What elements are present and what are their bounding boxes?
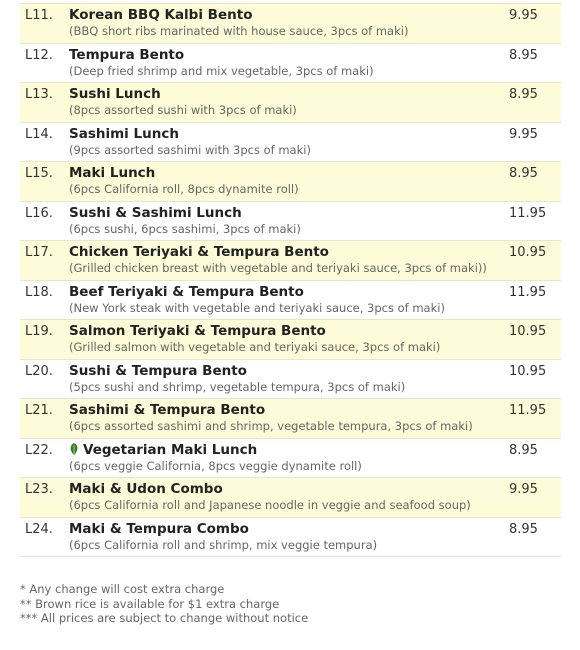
item-price: 10.95 [509,324,547,339]
menu-item [20,44,561,84]
item-name-text: Maki & Udon Combo [69,481,223,497]
item-name [69,481,223,497]
menu-item [20,518,561,558]
item-code: L18. [25,284,53,300]
item-price: 9.95 [509,482,538,497]
item-name-text: Sashimi & Tempura Bento [69,402,266,418]
menu-item [20,399,561,439]
item-price: 9.95 [509,126,538,142]
item-price: 11.95 [509,205,547,221]
item-description: (6pcs California roll and Japanese noodle in veggie and seafood soup) [69,498,471,512]
item-code: L14. [25,126,53,142]
item-name [69,284,304,300]
item-name [69,126,179,142]
item-description: (Grilled chicken breast with vegetable and teriyaki sauce, 3pcs of maki)) [69,261,487,275]
item-price: 9.95 [509,8,538,23]
item-name-text: Sushi & Tempura Bento [69,362,247,379]
menu-list [20,3,561,557]
item-name [69,7,252,23]
item-code: L22. [25,442,53,458]
item-code: L13. [25,87,53,102]
item-name [69,244,329,260]
item-code: L21. [25,403,53,418]
item-code: L17. [25,245,53,260]
item-code: L15. [25,166,53,181]
menu-item [20,320,561,360]
item-description: (6pcs California roll and shrimp, mix veggie tempura) [69,537,378,552]
item-price: 10.95 [509,363,547,379]
item-code: L11. [25,8,53,23]
item-name [69,402,265,418]
item-code: L24. [25,521,53,537]
footnote: ** Brown rice is available for $1 extra charge [20,596,280,611]
item-name-text: Sashimi Lunch [69,125,179,142]
footnote: *** All prices are subject to change without notice [20,611,309,625]
item-price: 11.95 [509,403,547,418]
item-price: 8.95 [509,47,538,63]
footnote: * Any change will cost extra charge [20,582,225,596]
item-code: L23. [25,482,53,497]
item-description: (Deep fried shrimp and mix vegetable, 3pcs of maki) [69,63,374,78]
item-name-text: Salmon Teriyaki & Tempura Bento [69,323,326,339]
item-description: (6pcs veggie California, 8pcs veggie dynamite roll) [69,458,362,473]
item-code: L20. [25,363,53,379]
item-name-text: Tempura Bento [69,46,185,63]
item-price: 8.95 [509,166,538,181]
item-description: (8pcs assorted sushi with 3pcs of maki) [69,103,297,117]
item-description: (6pcs sushi, 6pcs sashimi, 3pcs of maki) [69,221,301,236]
item-name [69,323,326,339]
item-name [69,165,155,181]
menu-item [20,439,561,479]
item-code: L19. [25,324,53,339]
menu-item [20,360,561,400]
item-code: L12. [25,47,53,63]
item-name [69,86,161,102]
item-name-text: Vegetarian Maki Lunch [83,441,258,458]
item-name [69,363,247,379]
menu-item [20,281,561,321]
item-name [69,521,249,537]
menu-item [20,162,561,202]
item-description: (9pcs assorted sashimi with 3pcs of maki) [69,142,311,157]
item-description: (5pcs sushi and shrimp, vegetable tempura, 3pcs of maki) [69,379,406,394]
item-name-text: Maki & Tempura Combo [69,520,249,537]
item-price: 10.95 [509,245,547,260]
item-name-text: Sushi Lunch [69,86,161,102]
menu-item [20,4,561,44]
item-price: 8.95 [509,521,538,537]
menu-item [20,202,561,242]
footnotes [20,582,308,626]
menu-item [20,123,561,163]
item-name-text: Maki Lunch [69,165,156,181]
item-name [69,205,242,221]
menu-item [20,478,561,518]
item-name [69,47,184,63]
item-name-text: Korean BBQ Kalbi Bento [69,7,253,23]
item-price: 8.95 [509,442,538,458]
item-name-text: Sushi & Sashimi Lunch [69,204,242,221]
item-name-text: Beef Teriyaki & Tempura Bento [69,283,304,300]
menu-item [20,83,561,123]
item-description: (Grilled salmon with vegetable and teriyaki sauce, 3pcs of maki) [69,340,441,354]
vegetarian-leaf-icon [69,443,79,455]
item-name [69,442,257,458]
item-description: (New York steak with vegetable and teriyaki sauce, 3pcs of maki) [69,300,445,315]
menu-item [20,241,561,281]
item-name-text: Chicken Teriyaki & Tempura Bento [69,244,329,260]
item-price: 8.95 [509,87,538,102]
item-code: L16. [25,205,53,221]
item-description: (BBQ short ribs marinated with house sauce, 3pcs of maki) [69,24,409,38]
item-description: (6pcs assorted sashimi and shrimp, vegetable tempura, 3pcs of maki) [69,419,473,433]
item-description: (6pcs California roll, 8pcs dynamite roll) [69,182,299,196]
item-price: 11.95 [509,284,547,300]
